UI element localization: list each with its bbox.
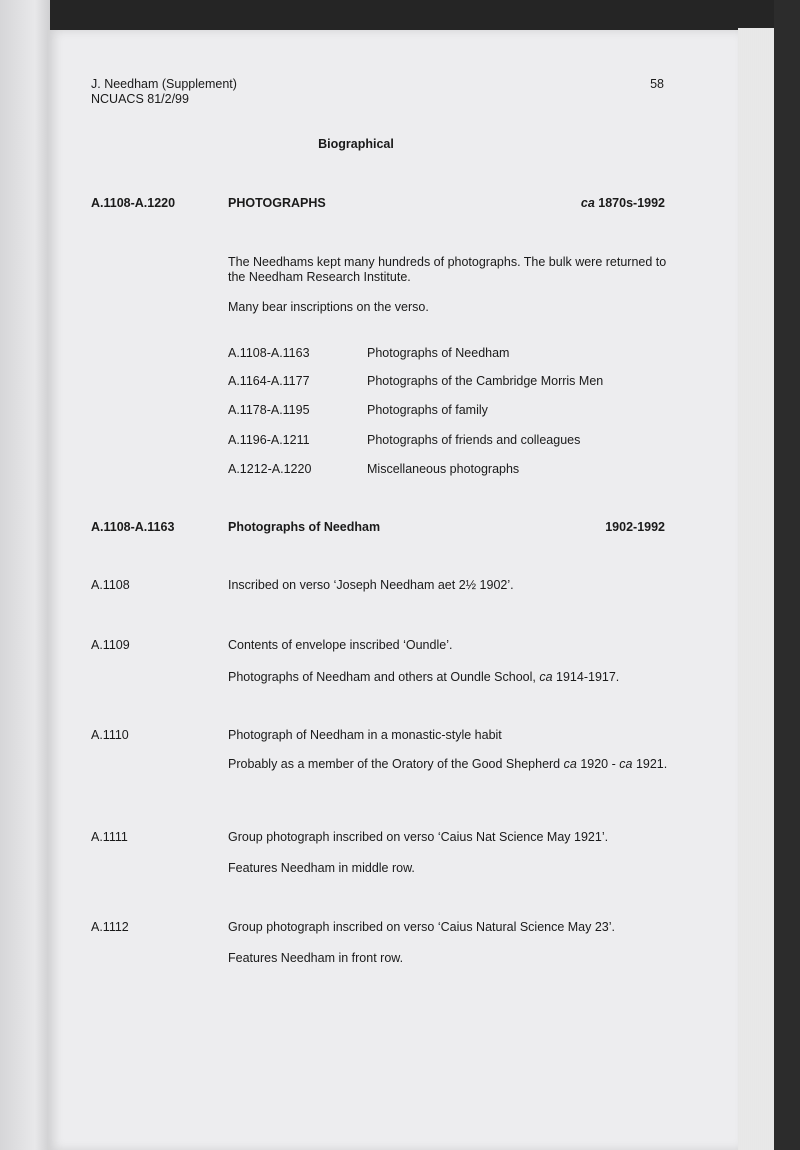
item-description: Group photograph inscribed on verso ‘Caius Nat Science May 1921’. (228, 830, 609, 844)
section-title: Biographical (318, 137, 394, 151)
series-date-range: 1870s-1992 (598, 196, 665, 210)
contents-label: Photographs of the Cambridge Morris Men (367, 374, 604, 388)
item-ref: A.1111 (91, 830, 128, 844)
subseries-title: Photographs of Needham (228, 520, 381, 534)
contents-label: Photographs of Needham (367, 346, 510, 360)
header-catalogue-number: NCUACS 81/2/99 (91, 92, 189, 106)
circa-prefix: ca (580, 196, 595, 210)
contents-label: Photographs of friends and colleagues (367, 433, 581, 447)
item-ref: A.1108 (91, 578, 130, 592)
series-description: The Needhams kept many hundreds of photographs. The bulk were returned to the Needham Research Institute. (228, 255, 667, 284)
contents-ref: A.1212-A.1220 (228, 462, 312, 476)
facing-page-edge (0, 0, 50, 1150)
item-note: Probably as a member of the Oratory of the Good Shepherd ca 1920 - ca 1921. (228, 757, 668, 771)
running-header (91, 77, 237, 107)
subseries-ref: A.1108-A.1163 (91, 520, 175, 534)
contents-ref: A.1178-A.1195 (228, 403, 310, 417)
contents-label: Miscellaneous photographs (367, 462, 520, 476)
item-ref: A.1112 (91, 920, 129, 934)
series-title: PHOTOGRAPHS (228, 196, 326, 210)
item-description: Inscribed on verso ‘Joseph Needham aet 2½ 1902’. (228, 578, 514, 592)
series-ref: A.1108-A.1220 (91, 196, 176, 210)
background-right (774, 0, 800, 1150)
header-title: J. Needham (Supplement) (91, 77, 237, 91)
contents-ref: A.1164-A.1177 (228, 374, 310, 388)
series-note: Many bear inscriptions on the verso. (228, 300, 429, 314)
page-fore-edge (738, 28, 774, 1150)
series-date (500, 196, 665, 211)
circa-prefix: ca (539, 670, 553, 684)
contents-ref: A.1108-A.1163 (228, 346, 310, 360)
item-ref: A.1110 (91, 728, 129, 742)
item-note: Photographs of Needham and others at Oundle School, ca 1914-1917. (228, 670, 620, 684)
background-top (48, 0, 800, 30)
circa-prefix: ca (619, 757, 633, 771)
item-description: Contents of envelope inscribed ‘Oundle’. (228, 638, 453, 652)
circa-prefix: ca (563, 757, 577, 771)
item-description: Group photograph inscribed on verso ‘Caius Natural Science May 23’. (228, 920, 616, 934)
item-description: Photograph of Needham in a monastic-style habit (228, 728, 502, 742)
subseries-date: 1902-1992 (605, 520, 665, 534)
item-note: Features Needham in front row. (228, 951, 404, 965)
item-note: Features Needham in middle row. (228, 861, 415, 875)
contents-ref: A.1196-A.1211 (228, 433, 310, 447)
contents-label: Photographs of family (367, 403, 488, 417)
item-ref: A.1109 (91, 638, 130, 652)
page-number: 58 (650, 77, 664, 91)
